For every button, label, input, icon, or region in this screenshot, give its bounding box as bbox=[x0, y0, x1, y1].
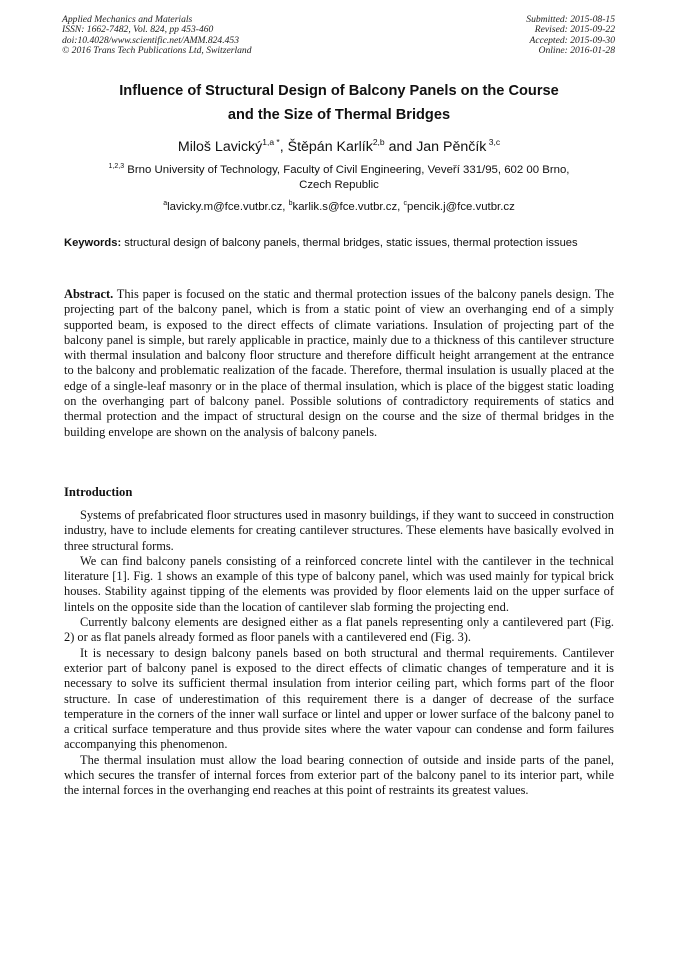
author-separator: , bbox=[279, 139, 288, 155]
affiliation-text: Brno University of Technology, Faculty of Civil Engineering, Veveří 331/95, 602 00 Brno, bbox=[124, 164, 570, 176]
journal-issn: ISSN: 1662-7482, Vol. 824, pp 453-460 bbox=[62, 24, 214, 36]
email-a-marker: a bbox=[163, 200, 168, 207]
affiliation-line-2: Czech Republic bbox=[299, 179, 379, 191]
title-line-2: and the Size of Thermal Bridges bbox=[227, 107, 451, 123]
keywords bbox=[64, 236, 614, 251]
keywords-label: Keywords: bbox=[64, 237, 122, 249]
paragraph: We can find balcony panels consisting of a reinforced concrete lintel with the cantilever in the technical literature [1]. Fig. 1 shows an example of this type of balcony panel, which was used mainly for typical brick houses. Stability against tipping of the elements was provided by floor elements laid on the upper surface of lintels on the opposite side than the location of cantilever slab forming the projecting end. bbox=[64, 553, 614, 614]
abstract-label: Abstract. bbox=[64, 287, 114, 301]
keywords-text: structural design of balcony panels, thermal bridges, static issues, thermal protection issues bbox=[121, 237, 578, 249]
email-c-marker: c bbox=[403, 200, 407, 207]
journal-name: Applied Mechanics and Materials bbox=[62, 14, 193, 25]
accepted-date: Accepted: 2015-09-30 bbox=[529, 34, 615, 46]
author-separator: and bbox=[384, 139, 417, 155]
author-2-name: Štěpán Karlík bbox=[287, 139, 373, 155]
abstract bbox=[64, 287, 614, 440]
paragraph: Currently balcony elements are designed either as a flat panels representing only a cantilevered part (Fig. 2) or as flat panels already formed as floor panels with a cantilevered end (Fig. 3). bbox=[64, 615, 614, 645]
abstract-text: This paper is focused on the static and thermal protection issues of the balcony panels design. The projecting part of the balcony panel, which is from a static point of view an overhanging end of a simply supported beam, is exposed to the direct effects of climate variations. Insulation of projecting part of the balcony panel is simple, but rarely applicable in practice, mainly due to a thickness of this cantilever structure with thermal insulation and balcony floor structure and therefore difficult height arrangement at the entrance to the balcony and problematic realization of the facade. Therefore, thermal insulation is usually placed at the edge of a single-leaf masonry or in the place of thermal insulation, which is place of the biggest static loading on the overhanging part of balcony panel. Possible solutions of contradictory requirements of statics and thermal protection and the impact of structural design on the course and the size of thermal bridges in the building envelope are shown on the analysis of balcony panels. bbox=[64, 287, 614, 439]
paragraph: The thermal insulation must allow the load bearing connection of outside and inside parts of the panel, which secures the transfer of internal forces from exterior part of the balcony panel to its interior part, while the internal forces in the overhanging end reaches at this point of restraints its greatest values. bbox=[64, 752, 614, 798]
author-1-name: Miloš Lavický bbox=[177, 139, 263, 155]
paragraph: It is necessary to design balcony panels based on both structural and thermal requirements. Cantilever exterior part of balcony panel is exposed to the direct effects of climatic changes of temperature and it is necessary to solve its sufficient thermal insulation from interior ceiling part, which forms part of the floor structure. In case of underestimation of this requirement there is a danger of decrease of the surface temperature in the corners of the inner wall surface or lintel and upper or lower surface of the balcony panel to a critical surface temperature and thus provide sites where the water vapour can condense and form failures accompanying this phenomenon. bbox=[64, 645, 614, 752]
introduction-body bbox=[64, 508, 614, 799]
author-3-name: Jan Pěnčík bbox=[416, 139, 487, 155]
author-3-affil: 3,c bbox=[486, 137, 501, 147]
affiliation-line-1 bbox=[64, 163, 614, 178]
affiliation bbox=[64, 163, 614, 193]
author-1-affil: 1,a * bbox=[262, 137, 280, 147]
section-heading-introduction: Introduction bbox=[64, 485, 133, 499]
author-emails bbox=[64, 200, 614, 215]
email-a: lavicky.m@fce.vutbr.cz, bbox=[167, 201, 289, 213]
email-b-marker: b bbox=[288, 200, 293, 207]
author-2-affil: 2,b bbox=[372, 137, 385, 147]
journal-copyright: © 2016 Trans Tech Publications Ltd, Switzerland bbox=[62, 45, 252, 57]
journal-info bbox=[62, 15, 252, 57]
email-c: pencik.j@fce.vutbr.cz bbox=[406, 201, 515, 213]
revised-date: Revised: 2015-09-22 bbox=[534, 24, 615, 36]
author-list bbox=[64, 138, 614, 156]
affiliation-marker: 1,2,3 bbox=[108, 163, 125, 170]
email-b: karlik.s@fce.vutbr.cz, bbox=[292, 201, 404, 213]
paragraph: Systems of prefabricated floor structures used in masonry buildings, if they want to succeed in construction industry, have to include elements for creating cantilever structures. These elements have basically evolved in three structural forms. bbox=[64, 508, 614, 553]
submission-dates bbox=[526, 15, 615, 57]
submitted-date: Submitted: 2015-08-15 bbox=[526, 14, 615, 25]
title-line-1: Influence of Structural Design of Balcony Panels on the Course bbox=[119, 83, 559, 99]
paper-title bbox=[64, 79, 614, 127]
online-date: Online: 2016-01-28 bbox=[538, 45, 615, 57]
journal-doi: doi:10.4028/www.scientific.net/AMM.824.453 bbox=[62, 34, 240, 46]
